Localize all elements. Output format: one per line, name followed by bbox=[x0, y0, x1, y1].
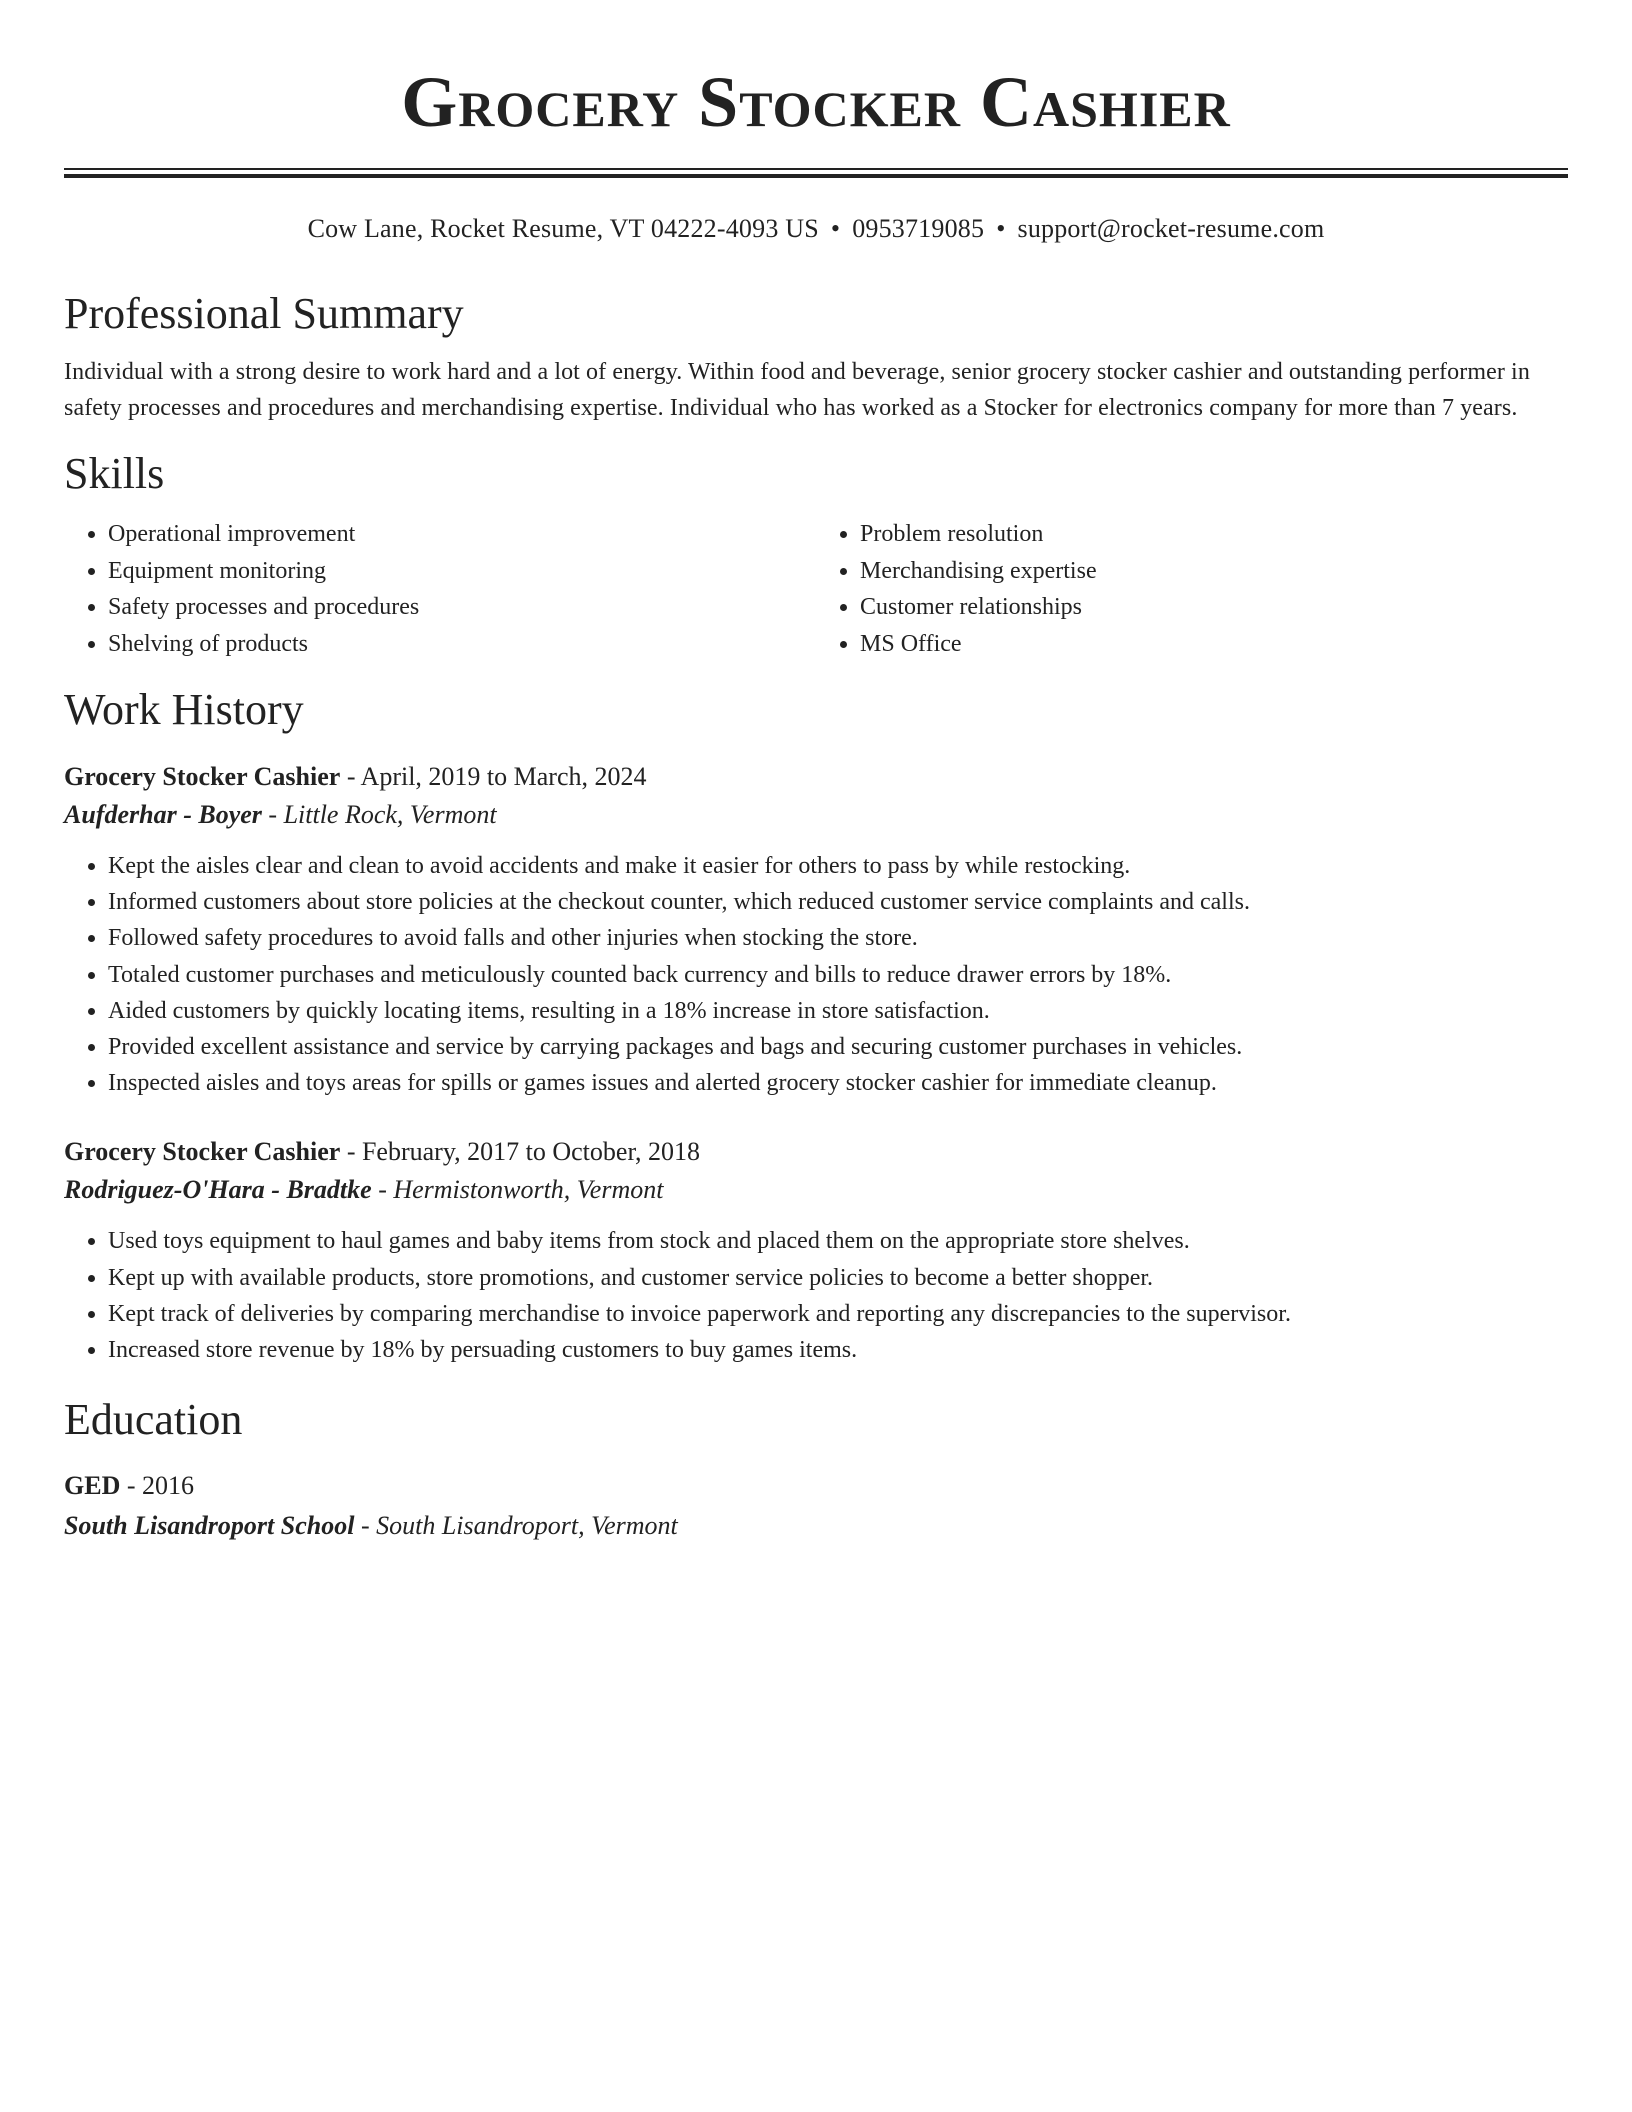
contact-separator: • bbox=[830, 214, 841, 243]
resume-name: Grocery Stocker Cashier bbox=[401, 62, 1231, 142]
job-bullets bbox=[64, 848, 1568, 1101]
education-heading: Education bbox=[64, 1395, 243, 1445]
skill-item: • Shelving of products bbox=[108, 626, 816, 663]
job-bullet: • Used toys equipment to haul games and baby items from stock and placed them on the appropriate store shelves. bbox=[108, 1223, 1568, 1259]
education-degree: GED bbox=[64, 1471, 121, 1501]
contact-address: Cow Lane, Rocket Resume, VT 04222-4093 US bbox=[307, 214, 819, 243]
job-bullet: • Kept track of deliveries by comparing merchandise to invoice paperwork and reporting any discrepancies to the supervisor. bbox=[108, 1296, 1568, 1332]
job-company: Aufderhar - Boyer bbox=[64, 800, 262, 829]
job-employer bbox=[64, 796, 1568, 834]
job-bullet: • Informed customers about store policies at the checkout counter, which reduced customer service complaints and calls. bbox=[108, 884, 1568, 920]
job-bullet: • Totaled customer purchases and meticulously counted back currency and bills to reduce drawer errors by 18%. bbox=[108, 957, 1568, 993]
job-dates: - April, 2019 to March, 2024 bbox=[340, 762, 647, 791]
work-history-heading: Work History bbox=[64, 685, 304, 734]
job-heading bbox=[64, 758, 1568, 796]
education-location: - South Lisandroport, Vermont bbox=[354, 1511, 678, 1541]
skill-item: • Operational improvement bbox=[108, 516, 816, 553]
job-bullet: • Aided customers by quickly locating items, resulting in a 18% increase in store satisfaction. bbox=[108, 993, 1568, 1029]
skills-grid bbox=[64, 516, 1568, 662]
header-rule-thick bbox=[64, 174, 1568, 178]
skill-item: • MS Office bbox=[860, 626, 1568, 663]
job-bullet: • Kept up with available products, store promotions, and customer service policies to become a better shopper. bbox=[108, 1260, 1568, 1296]
skill-item: • Merchandising expertise bbox=[860, 553, 1568, 590]
job-dates: - February, 2017 to October, 2018 bbox=[340, 1137, 701, 1167]
contact-line bbox=[64, 212, 1568, 246]
job-bullet: • Increased store revenue by 18% by persuading customers to buy games items. bbox=[108, 1332, 1568, 1368]
job-bullet: • Kept the aisles clear and clean to avoid accidents and make it easier for others to pass by while restocking. bbox=[108, 848, 1568, 884]
education-year: - 2016 bbox=[120, 1471, 195, 1501]
skills-list-right bbox=[816, 516, 1568, 662]
education-degree-line bbox=[64, 1466, 1568, 1506]
job-bullet: • Followed safety procedures to avoid falls and other injuries when stocking the store. bbox=[108, 920, 1568, 956]
summary-heading: Professional Summary bbox=[64, 289, 464, 338]
header-rule-thin bbox=[64, 168, 1568, 170]
job-location: - Little Rock, Vermont bbox=[261, 800, 497, 829]
job-position: Grocery Stocker Cashier bbox=[64, 1137, 341, 1167]
education-school: South Lisandroport School bbox=[64, 1511, 355, 1541]
summary-text: Individual with a strong desire to work hard and a lot of energy. Within food and beverage, senior grocery stocker cashier and outstanding performer in safety processes and procedures and merchandising expertise. Individual who has worked as a Stocker for electronics company for more than 7 years. bbox=[64, 359, 1530, 421]
contact-phone: 0953719085 bbox=[852, 214, 985, 243]
skill-item: • Problem resolution bbox=[860, 516, 1568, 553]
skill-item: • Customer relationships bbox=[860, 589, 1568, 626]
job-company: Rodriguez-O'Hara - Bradtke bbox=[64, 1175, 372, 1205]
job-position: Grocery Stocker Cashier bbox=[64, 762, 341, 791]
contact-separator: • bbox=[996, 214, 1006, 243]
job-location: - Hermistonworth, Vermont bbox=[371, 1175, 664, 1205]
skill-item: • Equipment monitoring bbox=[108, 553, 816, 590]
education-school-line bbox=[64, 1506, 1568, 1546]
job-bullet: • Provided excellent assistance and service by carrying packages and bags and securing customer purchases in vehicles. bbox=[108, 1029, 1568, 1065]
job-heading bbox=[64, 1133, 1568, 1171]
job-bullets bbox=[64, 1223, 1568, 1368]
skill-item: • Safety processes and procedures bbox=[108, 589, 816, 626]
job-bullet: • Inspected aisles and toys areas for spills or games issues and alerted grocery stocker cashier for immediate cleanup. bbox=[108, 1065, 1568, 1101]
contact-email[interactable]: support@rocket-resume.com bbox=[1017, 214, 1325, 243]
job-employer bbox=[64, 1171, 1568, 1209]
skills-list-left bbox=[64, 516, 816, 662]
skills-heading: Skills bbox=[64, 449, 165, 498]
